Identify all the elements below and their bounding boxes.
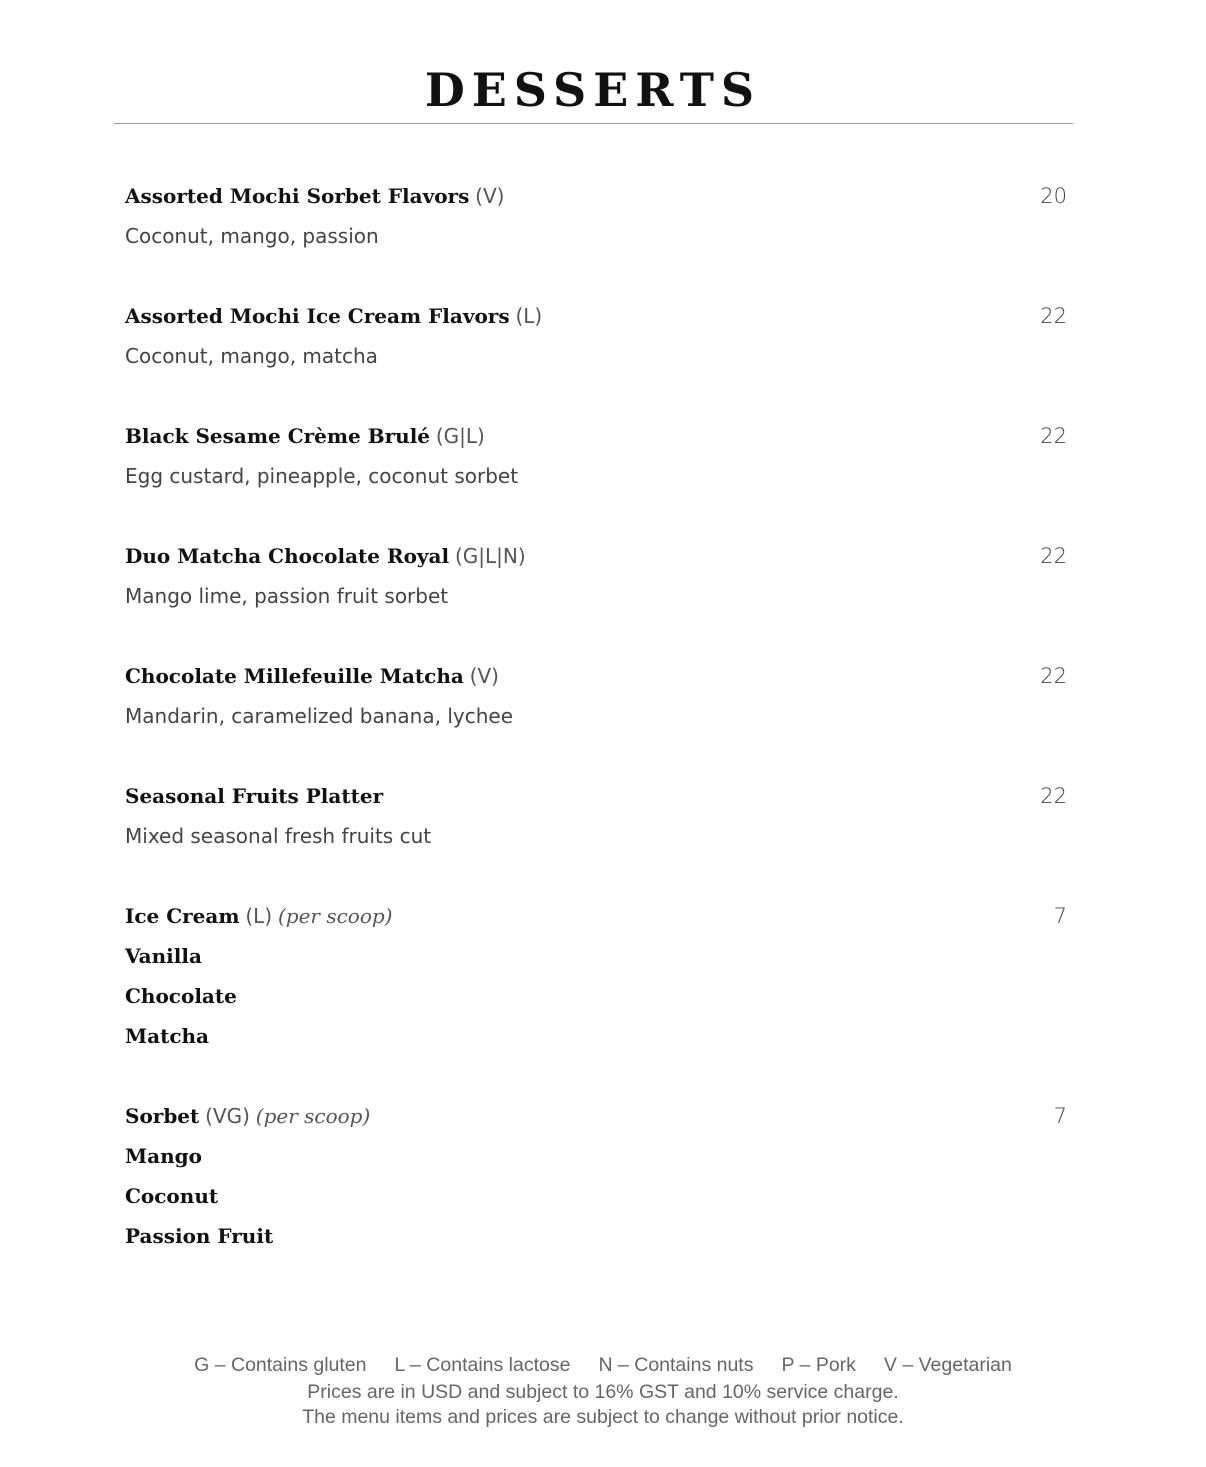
menu-item-description: Mixed seasonal fresh fruits cut: [125, 824, 432, 848]
menu-item-dietary-tag: (L): [245, 904, 273, 928]
menu-item-price: 7: [1053, 1104, 1067, 1128]
legend-entry: P – Pork: [781, 1354, 856, 1376]
menu-item-price: 22: [1040, 664, 1067, 688]
menu-item-dietary-tag: (V): [475, 184, 505, 208]
menu-item-name: Assorted Mochi Ice Cream Flavors: [125, 304, 510, 328]
menu-item-dietary-tag: (G|L): [435, 424, 485, 448]
menu-item-description: Coconut, mango, matcha: [125, 344, 378, 368]
footer: [0, 1350, 1206, 1430]
menu-item-price: 22: [1040, 784, 1067, 808]
menu-item-header: [125, 776, 1067, 816]
legend-entry: N – Contains nuts: [598, 1354, 754, 1376]
menu-item-flavor: Coconut: [125, 1184, 219, 1208]
legend-entry: L – Contains lactose: [394, 1354, 571, 1376]
menu-item-dietary-tag: (VG): [205, 1104, 250, 1128]
menu-item-flavor: Matcha: [125, 1024, 210, 1048]
menu-item-header: [125, 1096, 1067, 1136]
menu-item-name: Seasonal Fruits Platter: [125, 784, 384, 808]
title-divider: [114, 123, 1073, 124]
allergen-legend: [0, 1350, 1206, 1380]
menu-list: [125, 176, 1067, 1296]
menu-item-name: Chocolate Millefeuille Matcha: [125, 664, 464, 688]
menu-item-header: [125, 296, 1067, 336]
menu-item-header: [125, 176, 1067, 216]
footer-change-note: The menu items and prices are subject to change without prior notice.: [302, 1406, 904, 1428]
menu-item-price: 20: [1040, 184, 1067, 208]
menu-item-flavor: Passion Fruit: [125, 1224, 274, 1248]
menu-item-header: [125, 656, 1067, 696]
menu-item-dietary-tag: (G|L|N): [454, 544, 526, 568]
page-title: DESSERTS: [424, 63, 762, 117]
menu-item-price: 22: [1040, 424, 1067, 448]
menu-item: [125, 296, 1067, 376]
menu-item-note: (per scoop): [277, 904, 393, 928]
menu-item: [125, 536, 1067, 616]
menu-item-name: Duo Matcha Chocolate Royal: [125, 544, 450, 568]
menu-item-header: [125, 896, 1067, 936]
menu-item-price: 22: [1040, 544, 1067, 568]
menu-item: [125, 416, 1067, 496]
menu-item-name: Black Sesame Crème Brulé: [125, 424, 431, 448]
menu-item-description: Egg custard, pineapple, coconut sorbet: [125, 464, 519, 488]
menu-item-price: 7: [1053, 904, 1067, 928]
menu-item-note: (per scoop): [255, 1104, 371, 1128]
menu-item-price: 22: [1040, 304, 1067, 328]
menu-item: [125, 776, 1067, 856]
menu-item-header: [125, 416, 1067, 456]
menu-item-name: Sorbet: [125, 1104, 200, 1128]
legend-entry: V – Vegetarian: [883, 1354, 1012, 1376]
menu-item: [125, 1096, 1067, 1256]
menu-item: [125, 176, 1067, 256]
menu-item-name: Ice Cream: [125, 904, 240, 928]
menu-item-dietary-tag: (V): [469, 664, 499, 688]
menu-item-header: [125, 536, 1067, 576]
menu-item-description: Mandarin, caramelized banana, lychee: [125, 704, 513, 728]
menu-item-name: Assorted Mochi Sorbet Flavors: [125, 184, 470, 208]
menu-item-flavor: Mango: [125, 1144, 202, 1168]
legend-entry: G – Contains gluten: [194, 1354, 367, 1376]
menu-item-description: Coconut, mango, passion: [125, 224, 379, 248]
menu-item-description: Mango lime, passion fruit sorbet: [125, 584, 449, 608]
menu-item-flavor: Vanilla: [125, 944, 202, 968]
menu-item-flavor: Chocolate: [125, 984, 237, 1008]
menu-item-dietary-tag: (L): [515, 304, 543, 328]
footer-prices-note: Prices are in USD and subject to 16% GST and 10% service charge.: [307, 1381, 899, 1403]
menu-item: [125, 656, 1067, 736]
menu-item: [125, 896, 1067, 1056]
